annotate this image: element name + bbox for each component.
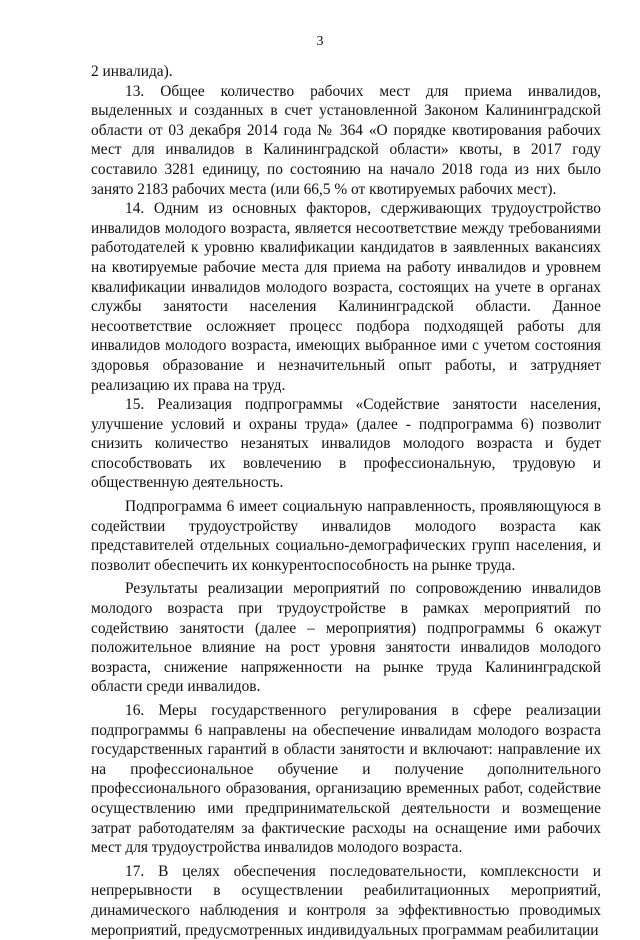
document-body xyxy=(91,62,601,940)
paragraph-results: Результаты реализации мероприятий по сопровождению инвалидов молодого возраста при трудоустройстве в рамках мероприятий по содействию занятости (далее – мероприятия) подпрограммы 6 окажут положительное влияние на рост уровня занятости инвалидов молодого возраста, снижение напряженности на рынке труда Калининградской области среди инвалидов. xyxy=(91,580,601,696)
paragraph-subprogram-6: Подпрограмма 6 имеет социальную направленность, проявляющуюся в содействии трудоустройству инвалидов молодого возраста как представителей отдельных социально-демографических групп населения, и позволит обеспечить их конкурентоспособность на рынке труда. xyxy=(91,498,601,574)
paragraph-15: 15. Реализация подпрограммы «Содействие занятости населения, улучшение условий и охраны труда» (далее - подпрограмма 6) позволит снизить количество незанятых инвалидов молодого возраста и будет способствовать их вовлечению в профессиональную, трудовую и общественную деятельность. xyxy=(91,396,601,492)
paragraph-16: 16. Меры государственного регулирования в сфере реализации подпрограммы 6 направлены на обеспечение инвалидам молодого возраста государственных гарантий в области занятости и включают: направление их на профессиональное обучение и получение дополнительного профессионального образования, организацию временных работ, содействие осуществлению ими предпринимательской деятельности и возмещение затрат работодателям за фактические расходы на оснащение ими рабочих мест для трудоустройства инвалидов молодого возраста. xyxy=(91,702,601,857)
paragraph-continuation: 2 инвалида). xyxy=(91,63,173,80)
page-number: 3 xyxy=(316,34,324,49)
paragraph-13: 13. Общее количество рабочих мест для приема инвалидов, выделенных и созданных в счет установленной Законом Калининградской области от 03 декабря 2014 года № 364 «О порядке квотирования рабочих мест для инвалидов в Калининградской области» квоты, в 2017 году составило 3281 единицу, по состоянию на начало 2018 года из них было занято 2183 рабочих места (или 66,5 % от квотируемых рабочих мест). xyxy=(91,82,601,198)
paragraph-17: 17. В целях обеспечения последовательности, комплексности и непрерывности в осуществлении реабилитационных мероприятий, динамического наблюдения и контроля за эффективностью проводимых мероприятий, предусмотренных индивидуальных программам реабилитации xyxy=(91,862,601,939)
paragraph-14: 14. Одним из основных факторов, сдерживающих трудоустройство инвалидов молодого возраста, является несоответствие между требованиями работодателей к уровню квалификации кандидатов в заявленных вакансиях на квотируемые рабочие места для приема на работу инвалидов и уровнем квалификации инвалидов молодого возраста, состоящих на учете в органах службы занятости населения Калининградской области. Данное несоответствие осложняет процесс подбора подходящей работы для инвалидов молодого возраста, имеющих выбранное ими с учетом состояния здоровья образование и незначительный опыт работы, и затрудняет реализацию их права на труд. xyxy=(91,200,601,394)
